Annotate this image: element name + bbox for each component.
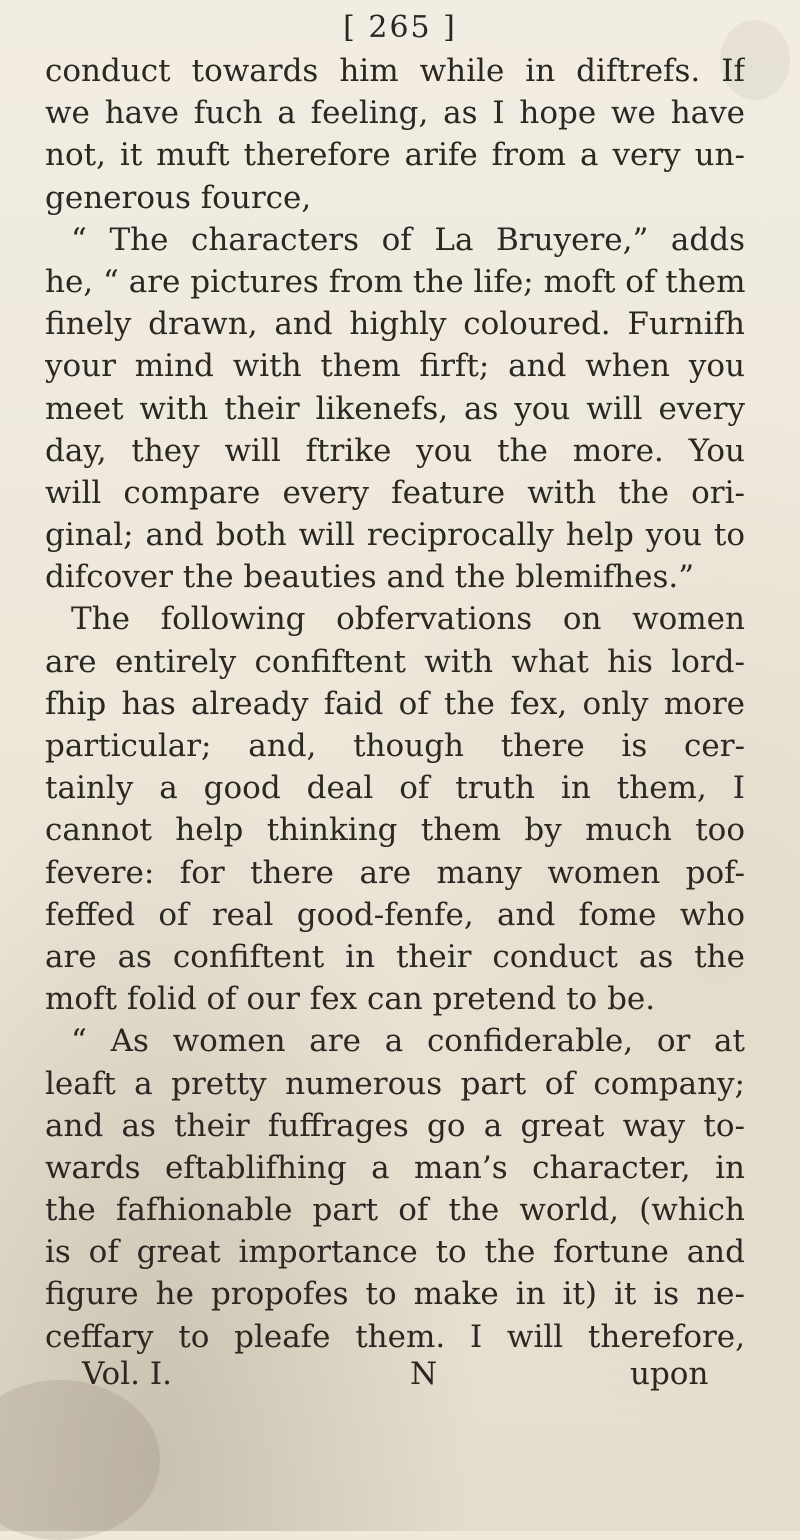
text-line: the fafhionable part of the world, (which (45, 1192, 745, 1229)
catchword: upon (630, 1356, 709, 1392)
text-line: conduct towards him while in diftrefs. If (45, 53, 745, 89)
signature-mark: N (410, 1356, 438, 1392)
text-line: feffed of real good-fenfe, and fome who (45, 896, 745, 933)
text-line: moft folid of our fex can pretend to be. (45, 981, 656, 1018)
text-line: not, it muft therefore arife from a very un- (45, 137, 745, 174)
text-line: he, “ are pictures from the life; moft of them (45, 263, 745, 300)
text-line: difcover the beauties and the blemifhes.” (45, 559, 695, 596)
text-line: finely drawn, and highly coloured. Furnifh (45, 306, 745, 343)
paper-stain (0, 1380, 160, 1540)
text-line: particular; and, though there is cer- (45, 728, 745, 764)
text-line: figure he propofes to make in it) it is ne- (45, 1276, 745, 1313)
text-line: leaft a pretty numerous part of company; (45, 1065, 745, 1102)
text-line: will compare every feature with the ori- (45, 474, 745, 511)
text-line: ceffary to pleafe them. I will therefore, (45, 1318, 745, 1355)
text-line: “ As women are a confiderable, or at (71, 1023, 745, 1060)
text-line: fhip has already faid of the fex, only more (45, 685, 745, 722)
text-line: we have fuch a feeling, as I hope we have (45, 95, 745, 132)
text-line: ginal; and both will reciprocally help you to (45, 517, 745, 554)
text-line: and as their fuffrages go a great way to- (45, 1107, 745, 1144)
text-line: generous fource, (45, 179, 312, 216)
text-line: The following obfervations on women (71, 601, 745, 638)
text-line: day, they will ftrike you the more. You (45, 432, 745, 469)
page-number: [ 265 ] (343, 10, 457, 45)
text-line: cannot help thinking them by much too (45, 812, 745, 849)
text-line: meet with their likenefs, as you will every (45, 390, 745, 427)
body-text (45, 50, 745, 1358)
text-line: is of great importance to the fortune and (45, 1234, 745, 1271)
text-line: are entirely confiftent with what his lord- (45, 643, 745, 680)
text-line: your mind with them firft; and when you (45, 348, 745, 385)
text-line: “ The characters of La Bruyere,” adds (71, 221, 745, 258)
text-line: wards eftablifhing a man’s character, in (45, 1149, 745, 1186)
text-line: are as confiftent in their conduct as the (45, 938, 745, 975)
text-line: fevere: for there are many women pof- (45, 854, 745, 891)
text-line: tainly a good deal of truth in them, I (45, 770, 745, 807)
volume-mark: Vol. I. (82, 1356, 172, 1392)
